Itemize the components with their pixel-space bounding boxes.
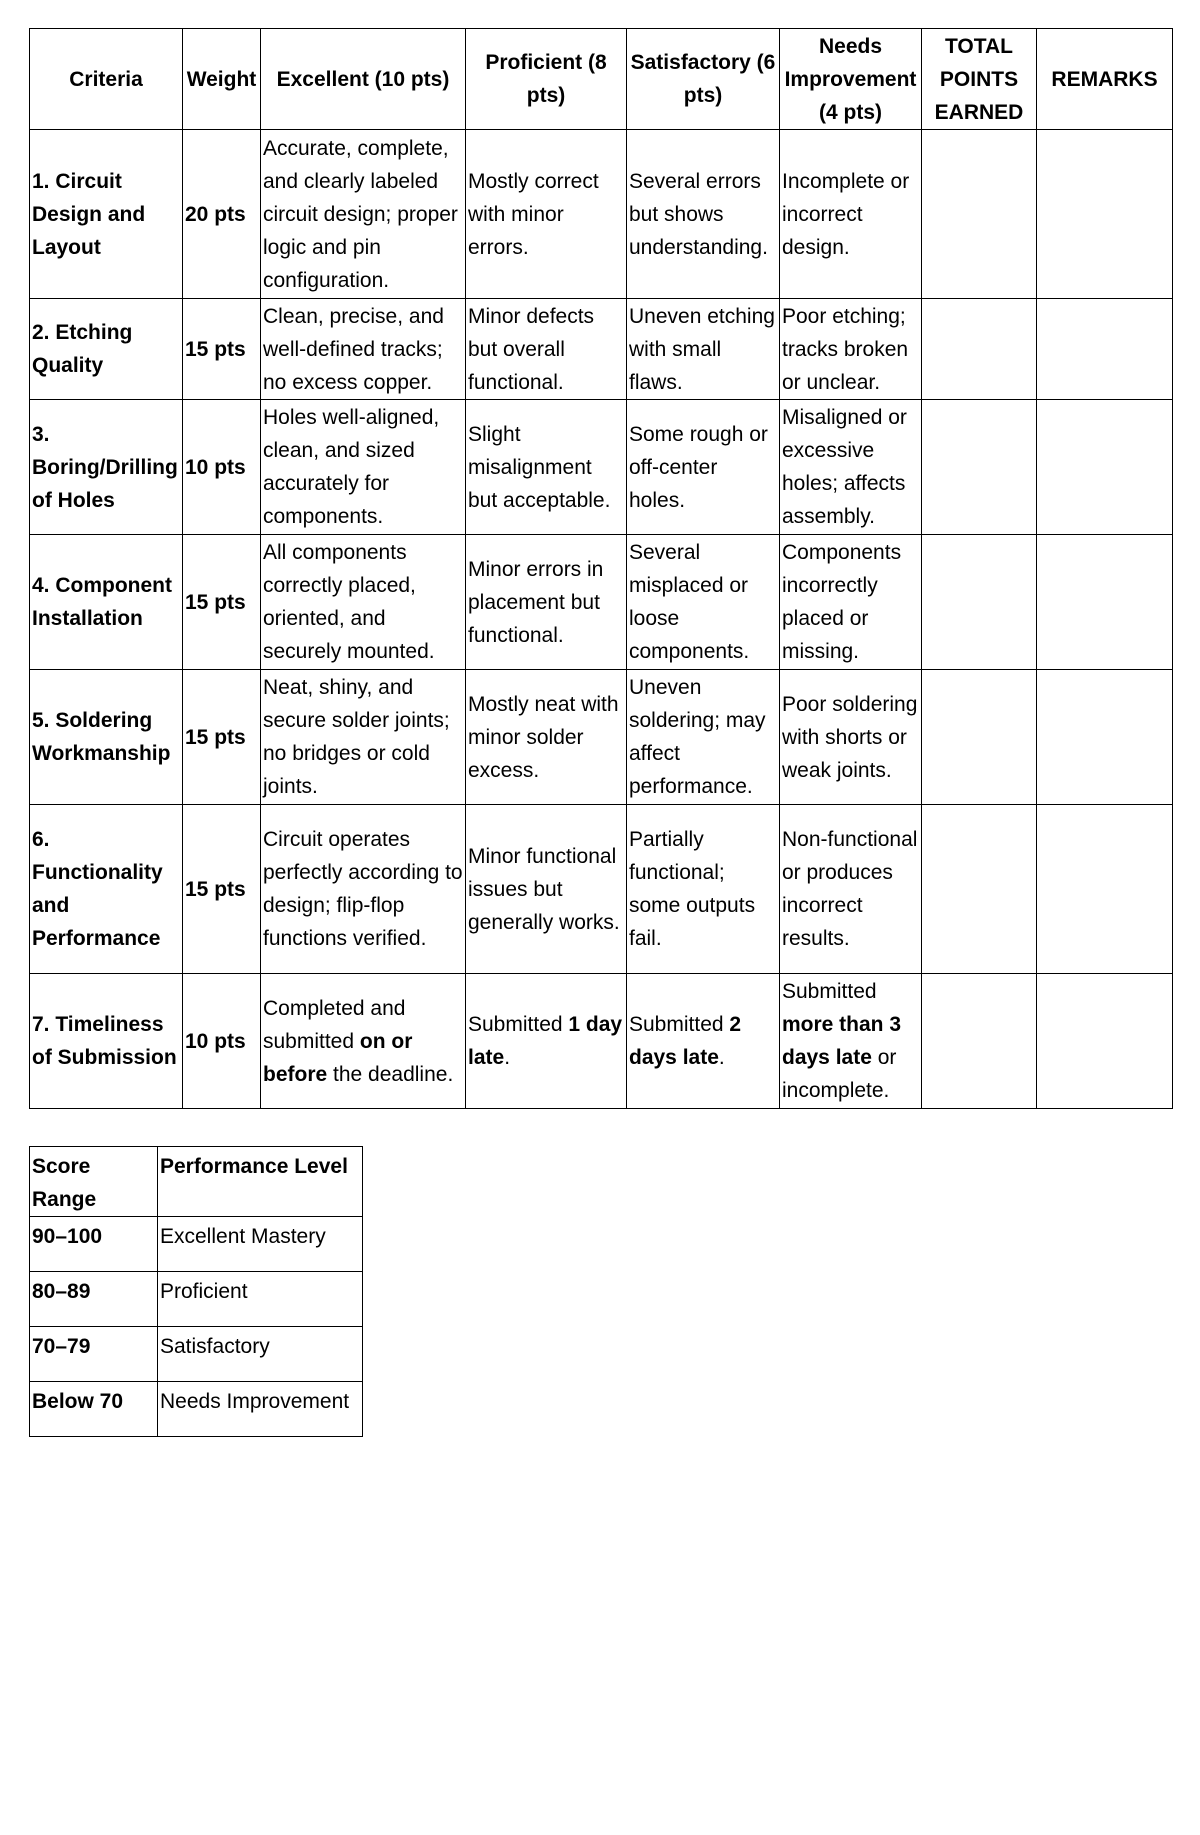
satisfactory-text-pre: Submitted [629,1013,730,1036]
needs-improvement-cell: Incomplete or incorrect design. [780,130,922,299]
excellent-cell: Accurate, complete, and clearly labeled circuit design; proper logic and pin configuration. [261,130,466,299]
header-weight: Weight [183,29,261,130]
remarks-cell[interactable] [1037,535,1173,670]
header-criteria: Criteria [30,29,183,130]
performance-level-cell: Excellent Mastery [158,1217,363,1272]
table-row [30,805,1173,974]
satisfactory-cell: Several misplaced or loose components. [627,535,780,670]
criteria-cell: 6. Functionality and Performance [30,805,183,974]
weight-cell: 10 pts [183,974,261,1109]
weight-cell: 15 pts [183,535,261,670]
total-points-cell[interactable] [922,299,1037,400]
proficient-cell: Minor errors in placement but functional. [466,535,627,670]
score-range-cell: Below 70 [30,1382,158,1437]
satisfactory-cell: Some rough or off-center holes. [627,400,780,535]
proficient-cell: Mostly neat with minor solder excess. [466,670,627,805]
criteria-cell: 1. Circuit Design and Layout [30,130,183,299]
header-total-points: TOTAL POINTS EARNED [922,29,1037,130]
excellent-cell: Circuit operates perfectly according to design; flip-flop functions verified. [261,805,466,974]
satisfactory-cell: Several errors but shows understanding. [627,130,780,299]
proficient-cell [466,974,627,1109]
satisfactory-cell: Partially functional; some outputs fail. [627,805,780,974]
table-row [30,400,1173,535]
score-range-cell: 90–100 [30,1217,158,1272]
table-row [30,670,1173,805]
remarks-cell[interactable] [1037,974,1173,1109]
score-scale-table [29,1146,363,1437]
weight-cell: 20 pts [183,130,261,299]
needs-improvement-text-bold: more than 3 days late [782,1013,902,1069]
total-points-cell[interactable] [922,400,1037,535]
criteria-cell: 3. Boring/Drilling of Holes [30,400,183,535]
total-points-cell[interactable] [922,974,1037,1109]
score-range-cell: 70–79 [30,1327,158,1382]
proficient-text-post: . [504,1046,511,1069]
criteria-cell: 5. Soldering Workmanship [30,670,183,805]
table-row [30,1272,363,1327]
satisfactory-cell: Uneven soldering; may affect performance. [627,670,780,805]
excellent-cell: All components correctly placed, oriented, and securely mounted. [261,535,466,670]
header-score-range: Score Range [30,1147,158,1217]
header-remarks: REMARKS [1037,29,1173,130]
header-performance-level: Performance Level [158,1147,363,1217]
header-needs-improvement: Needs Improvement (4 pts) [780,29,922,130]
remarks-cell[interactable] [1037,400,1173,535]
header-satisfactory: Satisfactory (6 pts) [627,29,780,130]
excellent-text-pre: Completed and submitted [263,996,406,1053]
table-row [30,1382,363,1437]
needs-improvement-text-post: or incomplete. [782,1046,897,1102]
scale-header-row [30,1147,363,1217]
excellent-cell: Clean, precise, and well-defined tracks; no excess copper. [261,299,466,400]
weight-cell: 15 pts [183,805,261,974]
table-row [30,535,1173,670]
table-row [30,1217,363,1272]
satisfactory-cell [627,974,780,1109]
needs-improvement-cell: Misaligned or excessive holes; affects assembly. [780,400,922,535]
criteria-cell: 2. Etching Quality [30,299,183,400]
rubric-table [29,28,1173,1109]
performance-level-cell: Needs Improvement [158,1382,363,1437]
table-row [30,299,1173,400]
proficient-cell: Slight misalignment but acceptable. [466,400,627,535]
satisfactory-text-post: . [718,1046,725,1069]
excellent-cell [261,974,466,1109]
remarks-cell[interactable] [1037,299,1173,400]
remarks-cell[interactable] [1037,670,1173,805]
header-proficient: Proficient (8 pts) [466,29,627,130]
performance-level-cell: Proficient [158,1272,363,1327]
rubric-header-row [30,29,1173,130]
performance-level-cell: Satisfactory [158,1327,363,1382]
total-points-cell[interactable] [922,805,1037,974]
criteria-cell: 7. Timeliness of Submission [30,974,183,1109]
excellent-cell: Holes well-aligned, clean, and sized accurately for components. [261,400,466,535]
total-points-cell[interactable] [922,670,1037,805]
criteria-cell: 4. Component Installation [30,535,183,670]
weight-cell: 15 pts [183,299,261,400]
remarks-cell[interactable] [1037,130,1173,299]
needs-improvement-cell: Poor etching; tracks broken or unclear. [780,299,922,400]
table-row [30,130,1173,299]
needs-improvement-cell: Components incorrectly placed or missing. [780,535,922,670]
satisfactory-cell: Uneven etching with small flaws. [627,299,780,400]
weight-cell: 15 pts [183,670,261,805]
needs-improvement-cell: Non-functional or produces incorrect results. [780,805,922,974]
excellent-cell: Neat, shiny, and secure solder joints; no bridges or cold joints. [261,670,466,805]
excellent-text-bold: on or before [263,1029,413,1086]
total-points-cell[interactable] [922,535,1037,670]
weight-cell: 10 pts [183,400,261,535]
satisfactory-text-bold: 2 days late [629,1013,742,1069]
total-points-cell[interactable] [922,130,1037,299]
proficient-text-bold: 1 day late [468,1013,623,1069]
excellent-text-post: the deadline. [327,1062,454,1086]
proficient-cell: Mostly correct with minor errors. [466,130,627,299]
needs-improvement-cell [780,974,922,1109]
table-row [30,1327,363,1382]
table-row [30,974,1173,1109]
needs-improvement-cell: Poor soldering with shorts or weak joints. [780,670,922,805]
remarks-cell[interactable] [1037,805,1173,974]
proficient-cell: Minor functional issues but generally works. [466,805,627,974]
needs-improvement-text-pre: Submitted [782,980,877,1003]
score-range-cell: 80–89 [30,1272,158,1327]
header-excellent: Excellent (10 pts) [261,29,466,130]
proficient-cell: Minor defects but overall functional. [466,299,627,400]
proficient-text-pre: Submitted [468,1013,569,1036]
